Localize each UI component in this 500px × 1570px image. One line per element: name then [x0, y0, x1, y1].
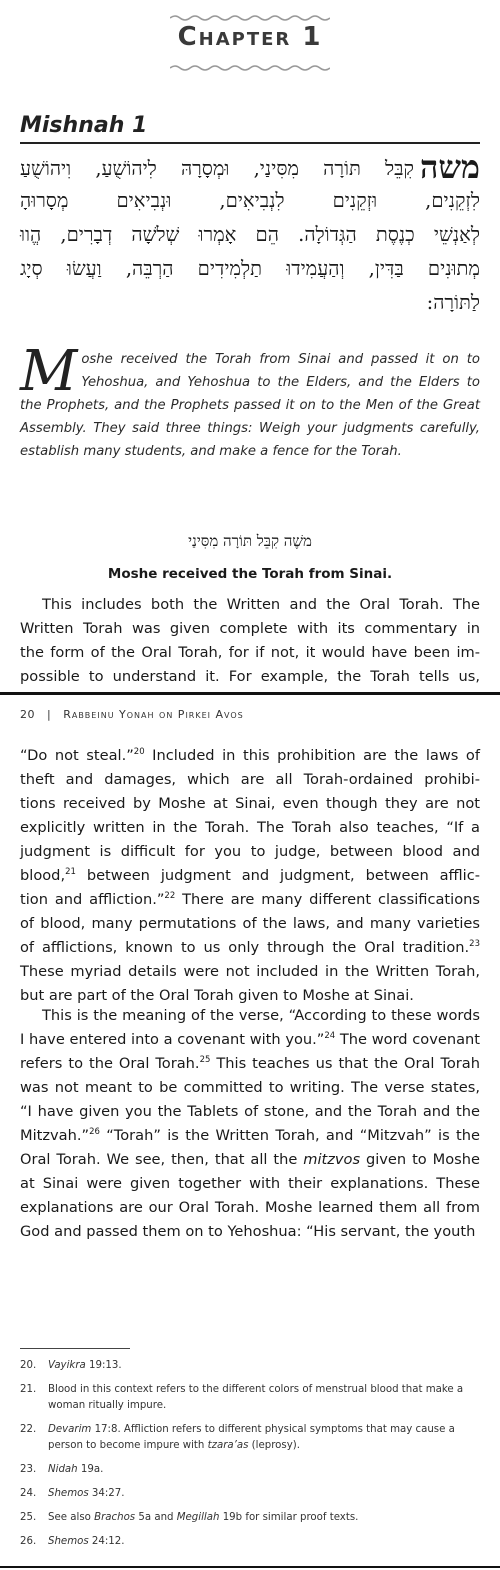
footnote-ref: 24 — [324, 1031, 336, 1041]
running-title: Rabbeinu Yonah on Pirkei Avos — [63, 708, 244, 721]
footnote — [20, 1486, 482, 1502]
footnote-text: Blood in this context refers to the different colors of menstrual blood that make a woman ritually impure. — [48, 1384, 464, 1411]
ornament-wave-bottom — [170, 64, 330, 72]
body-line: of afflictions, known to us only through the Oral tradition.$^{23}$ — [20, 939, 480, 956]
footnote-text: See also Brachos 5a and Megillah 19b for similar proof texts. — [48, 1512, 359, 1523]
page-number: 20 — [20, 708, 35, 721]
italic-term: Shemos — [48, 1536, 89, 1547]
body-line: These myriad details were not included in the Written Torah, — [20, 963, 480, 980]
footnote-text: Shemos 24:12. — [48, 1536, 125, 1547]
footnote — [20, 1462, 482, 1478]
hebrew-line: מְתוּנִים בַּדִּין, וְהַעֲמִידוּ תַלְמִידִים הַרְבֵּה, וַעֲשׂוּ סְיָג — [20, 257, 480, 280]
footnote — [20, 1534, 482, 1550]
quote-english: Moshe received the Torah from Sinai. — [107, 566, 393, 582]
footnotes — [20, 1358, 482, 1558]
commentary-paragraph-1 — [20, 744, 480, 1008]
running-header — [20, 708, 244, 721]
mishnah-divider — [20, 142, 480, 144]
translation-line: the Prophets, and the Prophets passed it on to the Men of the Great — [20, 398, 480, 413]
italic-term: Vayikra — [48, 1360, 86, 1371]
footnote-text: Vayikra 19:13. — [48, 1360, 122, 1371]
hebrew-first-word: משה — [419, 148, 480, 186]
bottom-divider — [0, 1566, 500, 1568]
quote-hebrew: משֶׁה קִבֵּל תּוֹרָה מִסִּינַי — [188, 532, 312, 550]
hebrew-line — [20, 150, 480, 184]
body-line: but are part of the Oral Torah given to Moshe at Sinai. — [20, 987, 414, 1004]
footnote-text: Devarim 17:8. Affliction refers to different physical symptoms that may cause a person to become impure with tzara’as (leprosy). — [48, 1424, 455, 1451]
hebrew-mishnah-text — [20, 150, 480, 320]
body-line: Oral Torah. We see, then, that all the mitzvos given to Moshe — [20, 1151, 480, 1168]
footnote-divider — [20, 1348, 130, 1349]
body-line: tion and affliction.”$^{22}$ There are many different classifications — [20, 891, 480, 908]
chapter-title: Chapter 1 — [177, 22, 323, 52]
italic-term: Nidah — [48, 1464, 78, 1475]
footnote-text: Shemos 34:27. — [48, 1488, 125, 1499]
footnote-ref: 25 — [199, 1055, 211, 1065]
body-line: possible to understand it. For example, the Torah tells us, — [20, 668, 480, 685]
footnote-text: Nidah 19a. — [48, 1464, 104, 1475]
body-line: was not meant to be committed to writing. The verse states, — [20, 1079, 480, 1096]
translation-line: Assembly. They said three things: Weigh your judgments carefully, — [20, 421, 480, 436]
body-line: explanations are our Oral Torah. Moshe learned them all from — [20, 1199, 480, 1216]
italic-term: Megillah — [176, 1512, 220, 1523]
italic-term: Shemos — [48, 1488, 89, 1499]
italic-term: tzara’as — [207, 1440, 249, 1451]
header-separator: | — [39, 708, 60, 721]
body-line: blood,$^{21}$ between judgment and judgment, between afflic- — [20, 867, 480, 884]
italic-term: Brachos — [94, 1512, 136, 1523]
body-line: Mitzvah.”$^{26}$ “Torah” is the Written Torah, and “Mitzvah” is the — [20, 1127, 480, 1144]
drop-cap: M — [20, 339, 78, 404]
body-line: explicitly written in the Torah. The Torah also teaches, “If a — [20, 819, 480, 836]
italic-term: Devarim — [48, 1424, 92, 1435]
body-line: “I have given you the Tablets of stone, and the Torah and the — [20, 1103, 480, 1120]
footnote-ref: 23 — [469, 939, 480, 949]
footnote-number: 20. — [20, 1360, 37, 1371]
footnote — [20, 1510, 482, 1526]
footnote-ref: 22 — [164, 891, 176, 901]
body-line: This includes both the Written and the Oral Torah. The — [42, 596, 480, 613]
translation-line: establish many students, and make a fence for the Torah. — [20, 444, 402, 459]
footnote-ref: 26 — [89, 1127, 100, 1137]
footnote-number: 24. — [20, 1488, 37, 1499]
mishnah-heading: Mishnah 1 — [20, 113, 148, 138]
footnote — [20, 1422, 482, 1454]
body-line: Written Torah was given complete with its commentary in — [20, 620, 480, 637]
commentary-text — [20, 593, 480, 689]
footnote-number: 22. — [20, 1424, 37, 1435]
footnote — [20, 1382, 482, 1414]
body-line: This is the meaning of the verse, “According to these words — [42, 1007, 480, 1024]
body-line: at Sinai were given together with their explanations. These — [20, 1175, 480, 1192]
hebrew-line: לַתּוֹרָה: — [426, 291, 480, 314]
commentary-paragraph-2 — [20, 1004, 480, 1244]
body-line: judgment is difficult for you to judge, between blood and — [20, 843, 480, 860]
translation-line: oshe received the Torah from Sinai and passed it on to — [81, 352, 480, 367]
hebrew-line-text: קִבֵּל תּוֹרָה מִסִּינַי, וּמְסָרָהּ לִיהוֹשֻׁעַ, וִיהוֹשֻׁעַ — [20, 157, 414, 180]
body-line: I have entered into a covenant with you.”$^{24}$ The word covenant — [20, 1031, 480, 1048]
ornament-wave-top — [170, 14, 330, 22]
body-line: the form of the Oral Torah, for if not, it would have been im- — [20, 644, 480, 661]
body-line: God and passed them on to Yehoshua: “His servant, the youth — [20, 1223, 476, 1240]
page-top — [0, 0, 500, 692]
hebrew-line: לִזְקֵנִים, וּזְקֵנִים לִנְבִיאִים, וּנְבִיאִים מְסָרוּהָ — [20, 189, 480, 212]
body-line: tions received by Moshe at Sinai, even though they are not — [20, 795, 480, 812]
page-bottom — [0, 696, 500, 1570]
body-line: of blood, many permutations of the laws, and many varieties — [20, 915, 480, 932]
footnote-number: 25. — [20, 1512, 37, 1523]
footnote-ref: 20 — [133, 747, 145, 757]
page-divider — [0, 692, 500, 695]
footnote-number: 23. — [20, 1464, 37, 1475]
footnote-number: 21. — [20, 1384, 37, 1395]
footnote-number: 26. — [20, 1536, 37, 1547]
hebrew-line: לְאַנְשֵׁי כְנֶסֶת הַגְּדוֹלָה. הֵם אָמְרוּ שְׁלשָׁה דְבָרִים, הֱווּ — [20, 223, 480, 246]
body-line: refers to the Oral Torah.$^{25}$ This teaches us that the Oral Torah — [20, 1055, 480, 1072]
footnote-ref: 21 — [65, 867, 76, 877]
translation-line: Yehoshua, and Yehoshua to the Elders, and the Elders to — [81, 375, 480, 390]
body-line: theft and damages, which are all Torah-ordained prohibi- — [20, 771, 480, 788]
body-line: “Do not steal.”$^{20}$ Included in this prohibition are the laws of — [20, 747, 480, 764]
english-translation — [20, 339, 480, 463]
italic-term: mitzvos — [303, 1151, 361, 1168]
footnote — [20, 1358, 482, 1374]
